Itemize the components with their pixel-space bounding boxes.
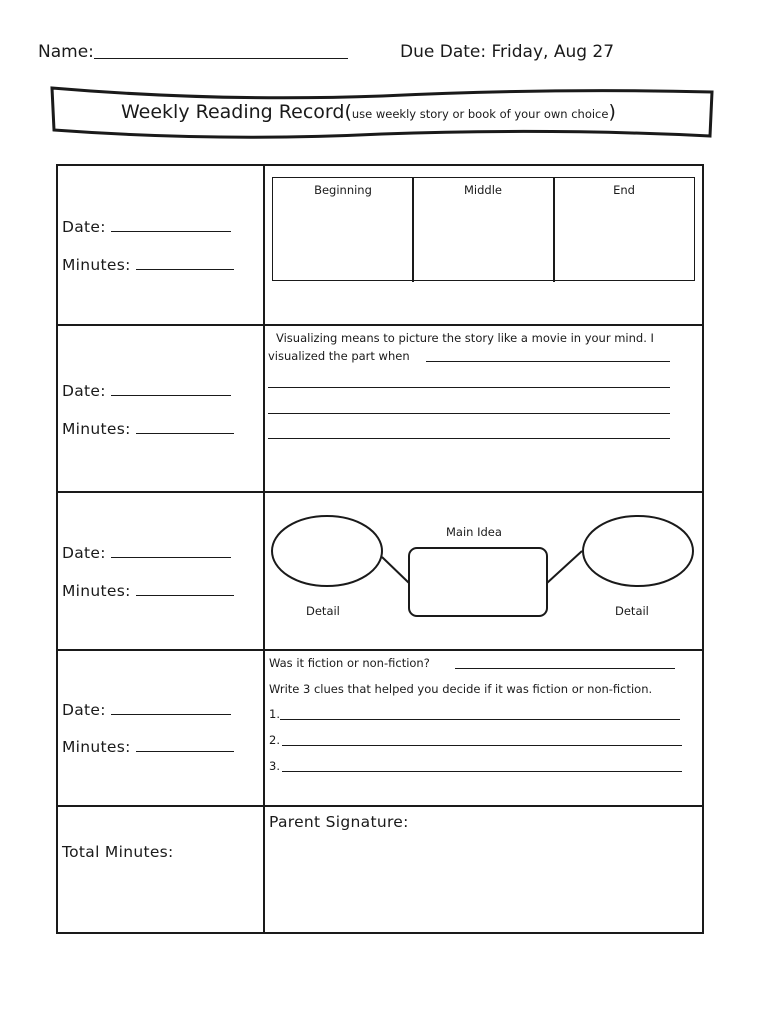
date-field-3 — [62, 544, 231, 562]
banner-paren-close: ) — [608, 101, 616, 123]
parent-signature-label: Parent Signature: — [269, 813, 409, 831]
parent-signature-area[interactable] — [268, 840, 698, 926]
fiction-question: Was it fiction or non-fiction? — [269, 656, 430, 670]
name-blank[interactable] — [94, 44, 348, 59]
minutes-field-2 — [62, 420, 234, 438]
date-blank[interactable] — [111, 704, 231, 715]
date-blank[interactable] — [111, 221, 231, 232]
minutes-blank[interactable] — [136, 741, 234, 752]
visualizing-blank-2[interactable] — [268, 387, 670, 388]
column-divider — [263, 164, 265, 934]
clue-number-3: 3. — [269, 759, 280, 773]
date-label: Date: — [62, 544, 106, 562]
row-divider-4 — [56, 805, 704, 807]
banner-title: Weekly Reading Record — [121, 101, 345, 123]
date-field-4 — [62, 701, 231, 719]
visualizing-blank-1[interactable] — [426, 361, 670, 362]
name-label: Name: — [38, 42, 94, 62]
date-label: Date: — [62, 701, 106, 719]
minutes-label: Minutes: — [62, 582, 131, 600]
end-box-label: End — [613, 183, 635, 197]
banner-paren-open: ( — [344, 101, 352, 123]
row-divider-2 — [56, 491, 704, 493]
main-idea-label: Main Idea — [446, 525, 502, 539]
minutes-field-4 — [62, 738, 234, 756]
banner-text — [121, 101, 616, 123]
fiction-prompt: Write 3 clues that helped you decide if it was fiction or non-fiction. — [269, 682, 653, 696]
banner-subtitle: use weekly story or book of your own choice — [351, 107, 609, 121]
name-field — [38, 42, 348, 62]
clue-number-2: 2. — [269, 733, 280, 747]
clue-blank-2[interactable] — [282, 745, 682, 746]
date-label: Date: — [62, 382, 106, 400]
minutes-blank[interactable] — [136, 423, 234, 434]
date-field-2 — [62, 382, 231, 400]
minutes-label: Minutes: — [62, 738, 131, 756]
connector-left — [382, 557, 409, 583]
due-date: Due Date: Friday, Aug 27 — [400, 42, 615, 62]
visualizing-blank-3[interactable] — [268, 413, 670, 414]
minutes-blank[interactable] — [136, 585, 234, 596]
minutes-label: Minutes: — [62, 256, 131, 274]
clue-blank-1[interactable] — [280, 719, 680, 720]
visualizing-line-1: Visualizing means to picture the story like a movie in your mind. I — [276, 331, 654, 345]
fiction-answer-blank[interactable] — [455, 668, 675, 669]
row-divider-1 — [56, 324, 704, 326]
date-label: Date: — [62, 218, 106, 236]
clue-number-1: 1. — [269, 707, 280, 721]
row-divider-3 — [56, 649, 704, 651]
connector-right — [547, 551, 582, 583]
date-field-1 — [62, 218, 231, 236]
visualizing-line-2: visualized the part when — [268, 349, 410, 363]
date-blank[interactable] — [111, 547, 231, 558]
main-idea-box[interactable] — [409, 548, 547, 616]
total-minutes-label: Total Minutes: — [62, 843, 174, 861]
detail-left-label: Detail — [306, 604, 340, 618]
detail-right-label: Detail — [615, 604, 649, 618]
detail-left-oval[interactable] — [272, 516, 382, 586]
date-blank[interactable] — [111, 385, 231, 396]
beginning-box-label: Beginning — [314, 183, 372, 197]
visualizing-blank-4[interactable] — [268, 438, 670, 439]
middle-box-label: Middle — [464, 183, 502, 197]
minutes-field-3 — [62, 582, 234, 600]
minutes-label: Minutes: — [62, 420, 131, 438]
minutes-field-1 — [62, 256, 234, 274]
detail-right-oval[interactable] — [583, 516, 693, 586]
clue-blank-3[interactable] — [282, 771, 682, 772]
minutes-blank[interactable] — [136, 259, 234, 270]
